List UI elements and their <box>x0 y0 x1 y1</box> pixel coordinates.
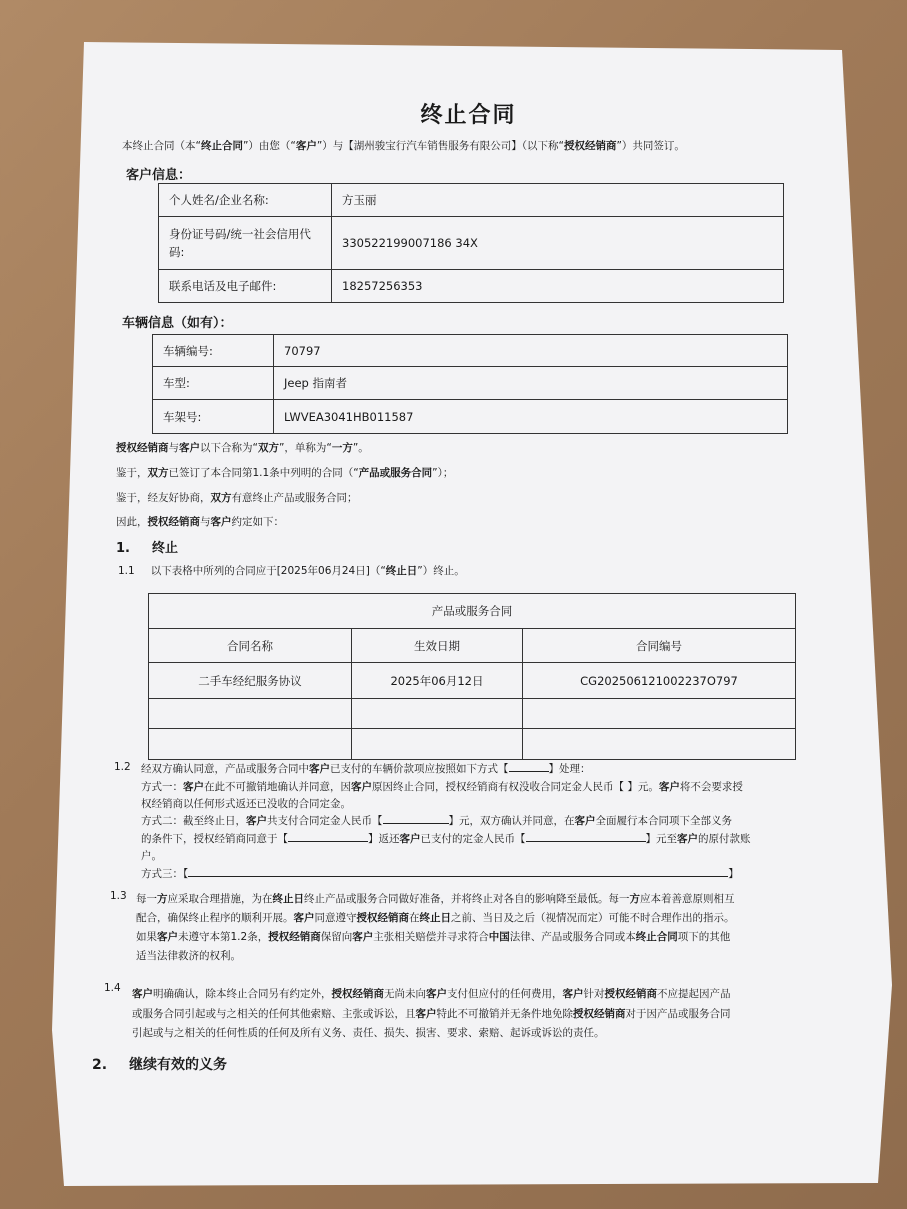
clause-1-2-line-1: 经双方确认同意，产品或服务合同中客户已支付的车辆价款项应按照如下方式【 】处理： <box>141 763 591 775</box>
column-header-date: 生效日期 <box>352 629 523 663</box>
customer-name-label: 个人姓名/企业名称: <box>159 184 332 217</box>
clause-1-4-line-2: 或服务合同引起或与之相关的任何其他索赔、主张或诉讼，且客户特此不可撤销并无条件地免除授权经销商对于因产品或服务合同 <box>132 1008 731 1020</box>
table-row <box>153 367 788 400</box>
contract-table <box>148 593 796 760</box>
clause-1-1: 1.1 以下表格中所列的合同应于[2025年06月24日]（“终止日”）终止。 <box>118 565 465 577</box>
clause-1-4-line-3: 引起或与之相关的任何性质的任何及所有义务、责任、损失、损害、要求、索赔、起诉或诉讼的责任。 <box>132 1027 605 1039</box>
table-row <box>149 629 796 663</box>
table-row <box>159 270 784 303</box>
clause-1-3-line-3: 如果客户未遵守本第1.2条，授权经销商保留向客户主张相关赔偿并寻求符合中国法律、产品或服务合同或本终止合同项下的其他 <box>136 931 731 943</box>
therefore-clause: 因此，授权经销商与客户约定如下： <box>116 516 284 528</box>
vehicle-model-label: 车型: <box>153 367 274 400</box>
table-row <box>159 217 784 270</box>
column-header-name: 合同名称 <box>149 629 352 663</box>
table-row <box>149 729 796 760</box>
customer-id-label: 身份证号码/统一社会信用代码: <box>159 217 332 270</box>
vehicle-vin-label: 车架号: <box>153 400 274 434</box>
section-1-heading: 1. 终止 <box>116 541 178 556</box>
contract-name-cell: 二手车经纪服务协议 <box>149 663 352 699</box>
method-1-line-1: 方式一：客户在此不可撤销地确认并同意，因客户原因终止合同，授权经销商有权没收合同定金人民币【 】元。客户将不会要求授 <box>141 781 743 793</box>
customer-info-heading: 客户信息： <box>126 168 192 183</box>
customer-info-table <box>158 183 784 303</box>
empty-cell <box>523 729 796 760</box>
parties-definition: 授权经销商与客户以下合称为“双方”，单称为“一方”。 <box>116 442 369 454</box>
table-row <box>159 184 784 217</box>
vehicle-model-value: Jeep 指南者 <box>274 367 788 400</box>
method-2-line-2: 的条件下，授权经销商同意于【 】返还客户已支付的定金人民币【 】元至客户的原付款账 <box>141 833 751 845</box>
clause-1-3-line-2: 配合，确保终止程序的顺利开展。客户同意遵守授权经销商在终止日之前、当日及之后（视情况而定）可能不时合理作出的指示。 <box>136 912 735 924</box>
table-row <box>149 594 796 629</box>
method-3: 方式三：【 】 <box>141 868 739 880</box>
empty-cell <box>523 699 796 729</box>
contract-table-header: 产品或服务合同 <box>149 594 796 629</box>
method-2-line-3: 户。 <box>141 850 162 862</box>
clause-1-3-number: 1.3 <box>110 890 127 902</box>
method-2-line-1: 方式二：截至终止日，客户共支付合同定金人民币【 】元，双方确认并同意，在客户全面履行本合同项下全部义务 <box>141 815 732 827</box>
customer-contact-value: 18257256353 <box>332 270 784 303</box>
clause-1-2-number: 1.2 <box>114 761 131 773</box>
clause-1-3-line-1: 每一方应采取合理措施，为在终止日终止产品或服务合同做好准备，并将终止对各自的影响降至最低。每一方应本着善意原则相互 <box>136 893 735 905</box>
table-row <box>149 663 796 699</box>
empty-cell <box>352 699 523 729</box>
vehicle-info-table <box>152 334 788 434</box>
empty-cell <box>149 729 352 760</box>
contract-date-cell: 2025年06月12日 <box>352 663 523 699</box>
vehicle-number-label: 车辆编号: <box>153 335 274 367</box>
clause-1-4-number: 1.4 <box>104 982 121 994</box>
empty-cell <box>352 729 523 760</box>
clause-1-4-line-1: 客户明确确认，除本终止合同另有约定外，授权经销商无尚未向客户支付但应付的任何费用，客户针对授权经销商不应提起因产品 <box>132 988 731 1000</box>
customer-contact-label: 联系电话及电子邮件: <box>159 270 332 303</box>
column-header-number: 合同编号 <box>523 629 796 663</box>
customer-name-value: 方玉丽 <box>332 184 784 217</box>
method-1-line-2: 权经销商以任何形式返还已没收的合同定金。 <box>141 798 351 810</box>
intro-paragraph: 本终止合同（本“终止合同”）由您（“客户”）与【湖州骏宝行汽车销售服务有限公司】（以下称“授权经销商”）共同签订。 <box>122 140 685 152</box>
table-row <box>153 335 788 367</box>
whereas-2: 鉴于，经友好协商，双方有意终止产品或服务合同； <box>116 492 358 504</box>
contract-number-cell: CG202506121002237O797 <box>523 663 796 699</box>
table-row <box>149 699 796 729</box>
document-title: 终止合同 <box>420 103 517 128</box>
clause-1-3-line-4: 适当法律救济的权利。 <box>136 950 241 962</box>
whereas-1: 鉴于，双方已签订了本合同第1.1条中列明的合同（“产品或服务合同”）； <box>116 467 454 479</box>
section-2-heading: 2. 继续有效的义务 <box>92 1057 228 1073</box>
vehicle-number-value: 70797 <box>274 335 788 367</box>
customer-id-value: 330522199007186 34X <box>332 217 784 270</box>
empty-cell <box>149 699 352 729</box>
vehicle-info-heading: 车辆信息（如有）： <box>122 316 233 331</box>
table-row <box>153 400 788 434</box>
vehicle-vin-value: LWVEA3041HB011587 <box>274 400 788 434</box>
